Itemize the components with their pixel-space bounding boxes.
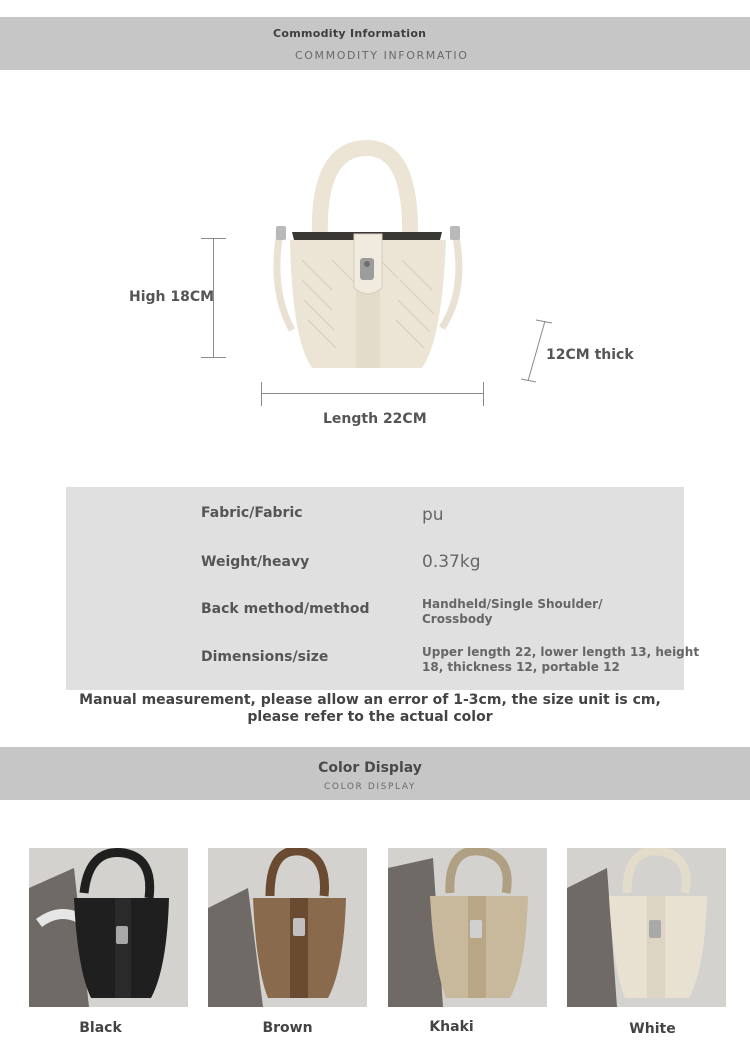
spec-value-carry-method: Handheld/Single Shoulder/ Crossbody <box>422 597 603 626</box>
color-option-khaki[interactable] <box>388 848 547 1007</box>
color-display-subtitle: COLOR DISPLAY <box>324 782 416 792</box>
length-label: Length 22CM <box>323 411 427 427</box>
color-option-brown[interactable] <box>208 848 367 1007</box>
color-label-black: Black <box>79 1020 122 1036</box>
color-option-white[interactable] <box>567 848 726 1007</box>
spec-value-weight: 0.37kg <box>422 552 481 572</box>
measurement-note: Manual measurement, please allow an error of 1-3cm, the size unit is cm, please refer to the actual color <box>79 692 661 725</box>
height-dimension-cap-top <box>201 238 226 239</box>
product-image-main <box>262 140 472 380</box>
length-dimension-line <box>261 393 483 394</box>
height-label: High 18CM <box>129 289 215 305</box>
spec-key-fabric: Fabric/Fabric <box>201 505 303 521</box>
length-dimension-cap-left <box>261 382 262 406</box>
color-label-brown: Brown <box>262 1020 313 1036</box>
color-display-title: Color Display <box>318 760 422 776</box>
color-label-khaki: Khaki <box>429 1019 474 1035</box>
spec-key-carry-method: Back method/method <box>201 601 370 617</box>
specs-table <box>66 487 700 690</box>
length-dimension-cap-right <box>483 382 484 406</box>
height-dimension-cap-bottom <box>201 357 226 358</box>
spec-key-weight: Weight/heavy <box>201 554 310 570</box>
commodity-info-banner <box>0 17 750 70</box>
thickness-label: 12CM thick <box>546 347 634 363</box>
spec-key-dimensions: Dimensions/size <box>201 649 329 665</box>
spec-value-dimensions: Upper length 22, lower length 13, height 18, thickness 12, portable 12 <box>422 645 700 674</box>
color-label-white: White <box>629 1021 676 1037</box>
color-option-black[interactable] <box>29 848 188 1007</box>
banner-title: Commodity Information <box>273 27 427 40</box>
spec-value-fabric: pu <box>422 505 444 525</box>
color-display-banner <box>0 747 750 800</box>
banner-subtitle: COMMODITY INFORMATIO <box>295 49 469 62</box>
